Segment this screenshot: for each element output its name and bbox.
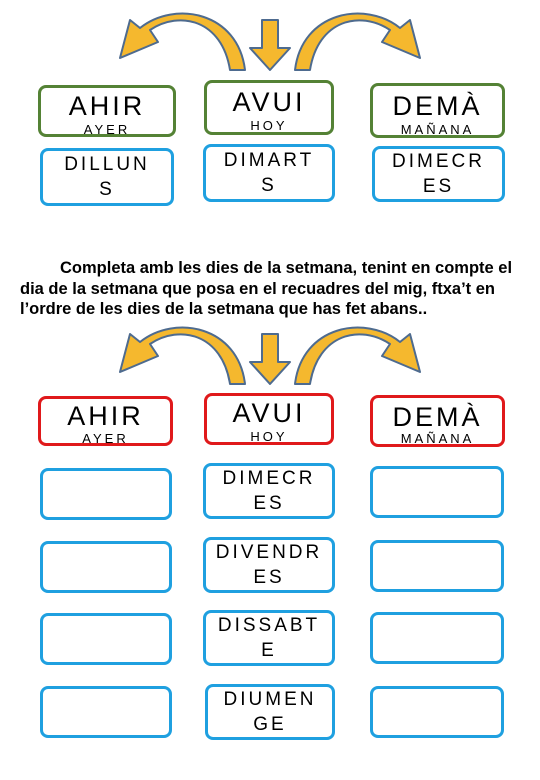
answer-box-yesterday[interactable] xyxy=(40,468,172,520)
day-line: DIMART xyxy=(223,150,315,171)
tomorrow-title: DEMÀ xyxy=(392,402,483,432)
today-header-box xyxy=(204,80,334,135)
day-line: ES xyxy=(422,176,455,197)
yesterday-subtitle: AYER xyxy=(83,122,131,137)
yesterday-title: AHIR xyxy=(67,401,144,431)
day-line: DISSABT xyxy=(217,615,321,636)
answer-box-tomorrow[interactable] xyxy=(370,686,504,738)
today-title: AVUI xyxy=(232,87,306,117)
yesterday-title: AHIR xyxy=(68,91,146,121)
day-box-today xyxy=(205,684,335,740)
down-arrow-icon xyxy=(250,20,290,70)
day-line: ES xyxy=(253,493,285,514)
answer-box-yesterday[interactable] xyxy=(40,541,172,593)
today-header-box xyxy=(204,393,334,445)
instructions-text: Completa amb les dies de la setmana, tenint en compte el dia de la setmana que posa en el recuadres del mig, ftxa’t en l’ordre de les dies de la setmana que has fet abans.. xyxy=(20,259,513,318)
tomorrow-title: DEMÀ xyxy=(392,91,483,121)
today-subtitle: HOY xyxy=(250,429,288,444)
day-box-tomorrow xyxy=(372,146,505,202)
today-title: AVUI xyxy=(232,398,306,428)
day-line: DIUMEN xyxy=(223,689,317,710)
day-line: ES xyxy=(253,567,285,588)
curved-arrow-right-icon xyxy=(295,328,420,384)
answer-box-yesterday[interactable] xyxy=(40,686,172,738)
curved-arrow-left-icon xyxy=(120,14,245,70)
down-arrow-icon xyxy=(250,334,290,384)
day-line: GE xyxy=(253,714,287,735)
day-line: DIVENDR xyxy=(215,542,323,563)
yesterday-header-box xyxy=(38,396,173,446)
day-line: E xyxy=(261,640,277,661)
yesterday-subtitle: AYER xyxy=(82,431,129,446)
answer-box-tomorrow[interactable] xyxy=(370,466,504,518)
answer-box-tomorrow[interactable] xyxy=(370,612,504,664)
day-box-today xyxy=(203,537,335,593)
day-box-today xyxy=(203,144,335,202)
yesterday-header-box xyxy=(38,85,176,137)
day-box-yesterday xyxy=(40,148,174,206)
answer-box-tomorrow[interactable] xyxy=(370,540,504,592)
today-subtitle: HOY xyxy=(250,118,288,133)
day-line: S xyxy=(261,175,277,196)
tomorrow-subtitle: MAÑANA xyxy=(400,431,475,446)
day-line: DIMECR xyxy=(392,151,485,172)
curved-arrow-left-icon xyxy=(120,328,245,384)
tomorrow-header-box xyxy=(370,395,505,447)
day-box-today xyxy=(203,463,335,519)
answer-box-yesterday[interactable] xyxy=(40,613,172,665)
tomorrow-subtitle: MAÑANA xyxy=(400,122,475,137)
day-line: DILLUN xyxy=(64,154,150,175)
day-line: DIMECR xyxy=(222,468,316,489)
tomorrow-header-box xyxy=(370,83,505,138)
curved-arrow-right-icon xyxy=(295,14,420,70)
day-line: S xyxy=(99,179,115,200)
day-box-today xyxy=(203,610,335,666)
